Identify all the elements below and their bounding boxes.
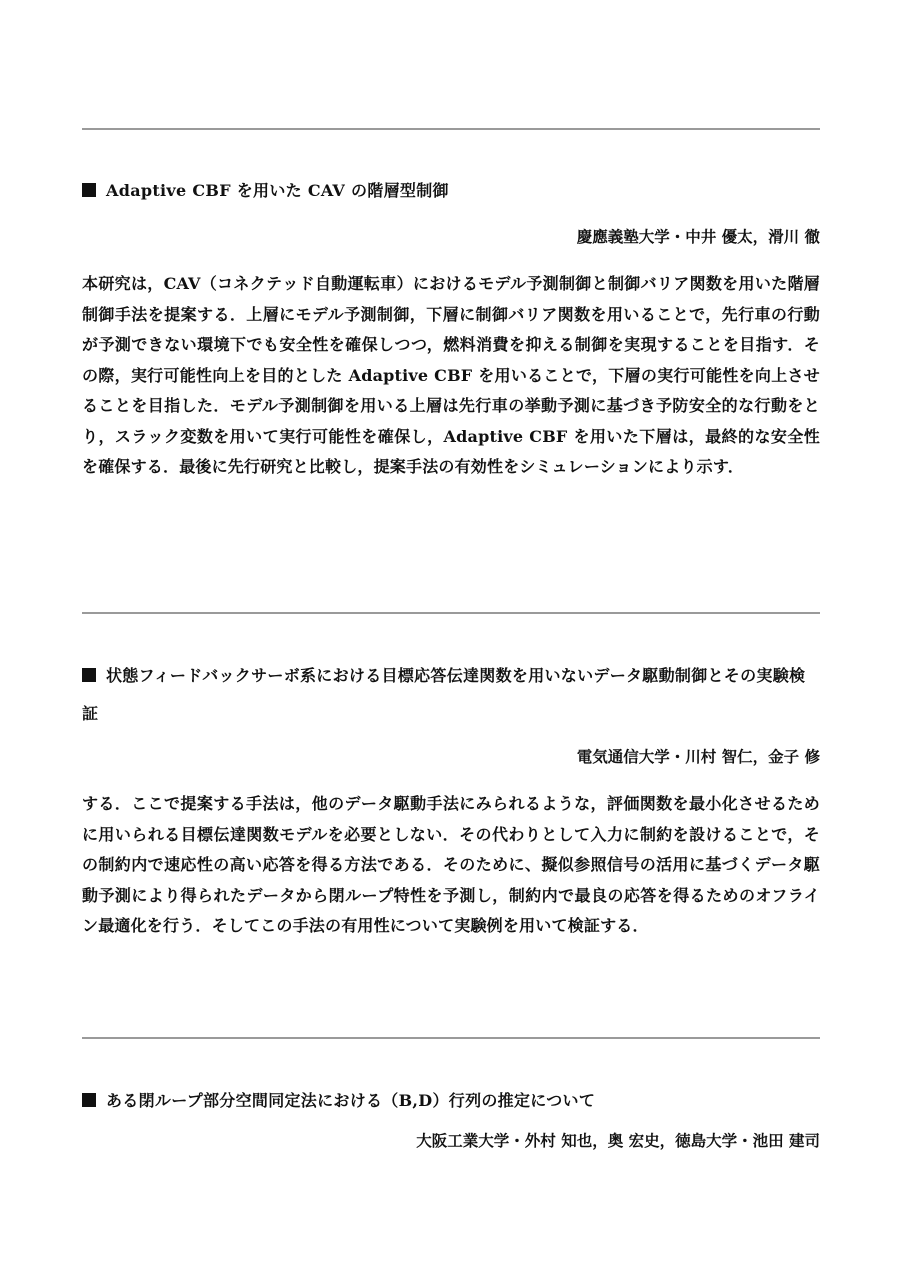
- article-title-text: Adaptive CBF を用いた CAV の階層型制御: [106, 181, 449, 200]
- section-divider: [82, 612, 820, 614]
- square-bullet-icon: [82, 1093, 96, 1107]
- square-bullet-icon: [82, 183, 96, 197]
- article-authors: 慶應義塾大学・中井 優太，滑川 徹: [576, 227, 820, 246]
- article-abstract: 本研究は，CAV（コネクテッド自動運転車）におけるモデル予測制御と制御バリア関数を用いた階層制御手法を提案する．上層にモデル予測制御，下層に制御バリア関数を用いることで，先行車の行動が予測できない環境下でも安全性を確保しつつ，燃料消費を抑える制御を実現することを目指す．その際，実行可能性向上を目的とした Adaptive CBF を用いることで，下層の実行可能性を向上させることを目指した．モデル予測制御を用いる上層は先行車の挙動予測に基づき予防安全的な行動をとり，スラック変数を用いて実行可能性を確保し，Adaptive CBF を用いた下層は，最終的な安全性を確保する．最後に先行研究と比較し，提案手法の有効性をシミュレーションにより示す．: [82, 274, 820, 476]
- square-bullet-icon: [82, 668, 96, 682]
- section-divider: [82, 1037, 820, 1039]
- section-divider: [82, 128, 820, 130]
- article-title: [82, 173, 820, 209]
- article-title: [82, 657, 820, 733]
- article-title: [82, 1083, 820, 1119]
- article-1: [82, 173, 820, 483]
- article-authors: 電気通信大学・川村 智仁，金子 修: [576, 747, 820, 766]
- article-authors: 大阪工業大学・外村 知也，奥 宏史，徳島大学・池田 建司: [416, 1131, 820, 1150]
- article-title-text: 状態フィードバックサーボ系における目標応答伝達関数を用いないデータ駆動制御とその実験検証: [82, 666, 806, 723]
- article-abstract: する．ここで提案する手法は，他のデータ駆動手法にみられるような，評価関数を最小化させるために用いられる目標伝達関数モデルを必要としない．その代わりとして入力に制約を設けることで，その制約内で速応性の高い応答を得る方法である．そのために、擬似参照信号の活用に基づくデータ駆動予測により得られたデータから閉ループ特性を予測し，制約内で最良の応答を得るためのオフライン最適化を行う．そしてこの手法の有用性について実験例を用いて検証する．: [82, 794, 820, 935]
- article-3: [82, 1083, 820, 1153]
- article-title-text: ある閉ループ部分空間同定法における（B,D）行列の推定について: [106, 1091, 596, 1110]
- article-2: [82, 657, 820, 942]
